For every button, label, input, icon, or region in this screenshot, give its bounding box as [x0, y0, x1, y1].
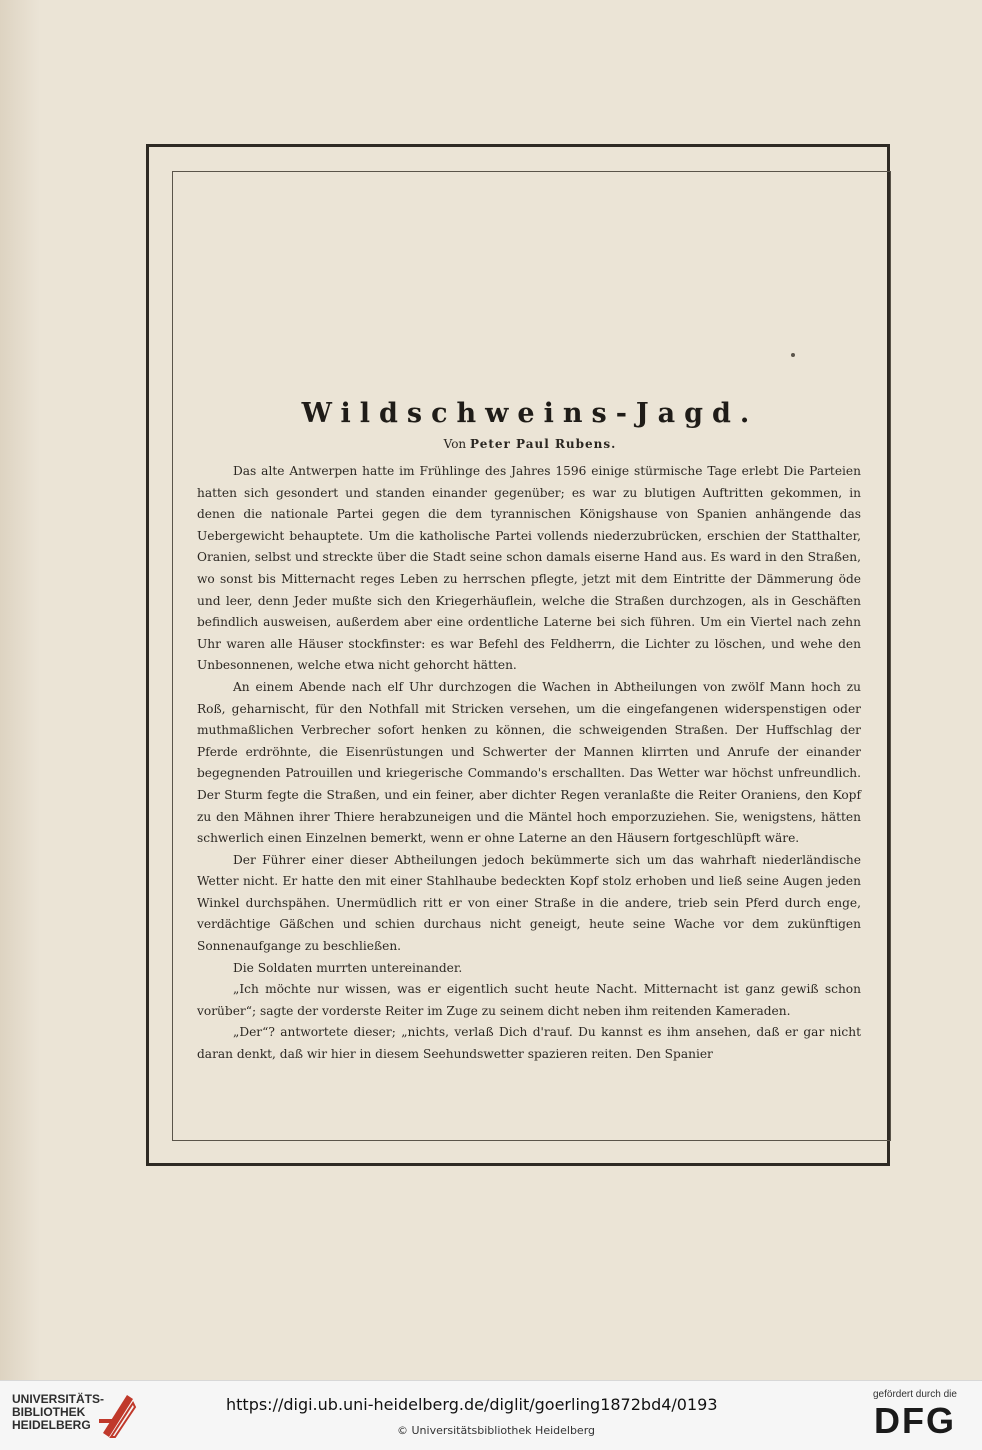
print-speck	[791, 353, 795, 357]
paragraph: „Der“? antwortete dieser; „nichts, verlaß Dich d'rauf. Du kannst es ihm ansehen, daß er gar nicht daran denkt, daß wir hier in diesem Seehundswetter spazieren reiten. Den Spanier	[197, 1025, 861, 1062]
library-name-line: UNIVERSITÄTS-	[12, 1392, 105, 1406]
copyright-notice: © Universitätsbibliothek Heidelberg	[397, 1424, 596, 1437]
permalink-url[interactable]: https://digi.ub.uni-heidelberg.de/diglit/goerling1872bd4/0193	[226, 1395, 718, 1414]
byline-author: Peter Paul Rubens.	[470, 437, 617, 451]
paragraph: „Ich möchte nur wissen, was er eigentlich sucht heute Nacht. Mitternacht ist ganz gewiß schon vorüber“; sagte der vorderste Reiter im Zuge zu seinem dicht neben ihm reitenden Kameraden.	[197, 982, 861, 1018]
paragraph: An einem Abende nach elf Uhr durchzogen die Wachen in Abtheilungen von zwölf Mann hoch zu Roß, geharnischt, für den Nothfall mit Stricken versehen, um die eingefangenen widerspenstigen oder muthmaßlichen Verbrecher sofort henken zu können, die schweigenden Straßen. Der Huffschlag der Pferde erdröhnte, die Eisenrüstungen und Schwerter der Mannen klirrten und Anrufe der einander begegnenden Patrouillen und kriegerische Commando's erschallten. Das Wetter war höchst unfreundlich. Der Sturm fegte die Straßen, und ein feiner, aber dichter Regen veranlaßte die Reiter Oraniens, den Kopf zu den Mähnen ihrer Thiere herabzuneigen und die Mäntel hoch emporzuziehen. Sie, wenigstens, hätten schwerlich einen Einzelnen bemerkt, wenn er ohne Laterne an den Häusern fortgeschlüpft wäre.	[197, 679, 861, 846]
page-gutter-shadow	[0, 0, 40, 1380]
article-body	[197, 461, 861, 1066]
funding-note: gefördert durch die	[873, 1389, 957, 1400]
article-byline	[170, 437, 890, 451]
viewer-footer	[0, 1380, 982, 1450]
library-name-line: HEIDELBERG	[12, 1418, 91, 1432]
dfg-logo: DFG	[874, 1400, 956, 1441]
paragraph: Die Soldaten murrten untereinander.	[233, 960, 463, 975]
library-logo-icon	[97, 1389, 137, 1441]
paragraph: Das alte Antwerpen hatte im Frühlinge des Jahres 1596 einige stürmische Tage erlebt Die Parteien hatten sich gesondert und standen einander gegenüber; es war zu blutigen Auftritten gekommen, in denen die nationale Partei gegen die dem tyrannischen Königshause von Spanien anhängende das Uebergewicht behauptete. Um die katholische Partei vollends niederzubrücken, erschien der Statthalter, Oranien, selbst und streckte über die Stadt seine schon damals eiserne Hand aus. Es ward in den Straßen, wo sonst bis Mitternacht reges Leben zu herrschen pflegte, jetzt mit dem Eintritte der Dämmerung öde und leer, denn Jeder mußte sich den Kriegerhäuflein, welche die Straßen durchzogen, als in Geschäften befindlich ausweisen, außerdem aber eine ordentliche Laterne bei sich führen. Um ein Viertel nach zehn Uhr waren alle Häuser stockfinster: es war Befehl des Feldherrn, die Lichter zu löschen, und wehe den Unbesonnenen, welche etwa nicht gehorcht hätten.	[197, 464, 861, 673]
paragraph: Der Führer einer dieser Abtheilungen jedoch bekümmerte sich um das wahrhaft niederländische Wetter nicht. Er hatte den mit einer Stahlhaube bedeckten Kopf stolz erhoben und ließ seine Augen jeden Winkel durchspähen. Unermüdlich ritt er von einer Straße in die andere, trieb sein Pferd durch enge, verdächtige Gäßchen und schien durchaus nicht geneigt, heute seine Wache vor dem zukünftigen Sonnenaufgange zu beschließen.	[197, 852, 861, 954]
library-name-line: BIBLIOTHEK	[12, 1405, 86, 1419]
byline-prefix: Von	[443, 437, 467, 451]
article-title: Wildschweins-Jagd.	[301, 398, 759, 429]
library-name	[12, 1393, 104, 1432]
